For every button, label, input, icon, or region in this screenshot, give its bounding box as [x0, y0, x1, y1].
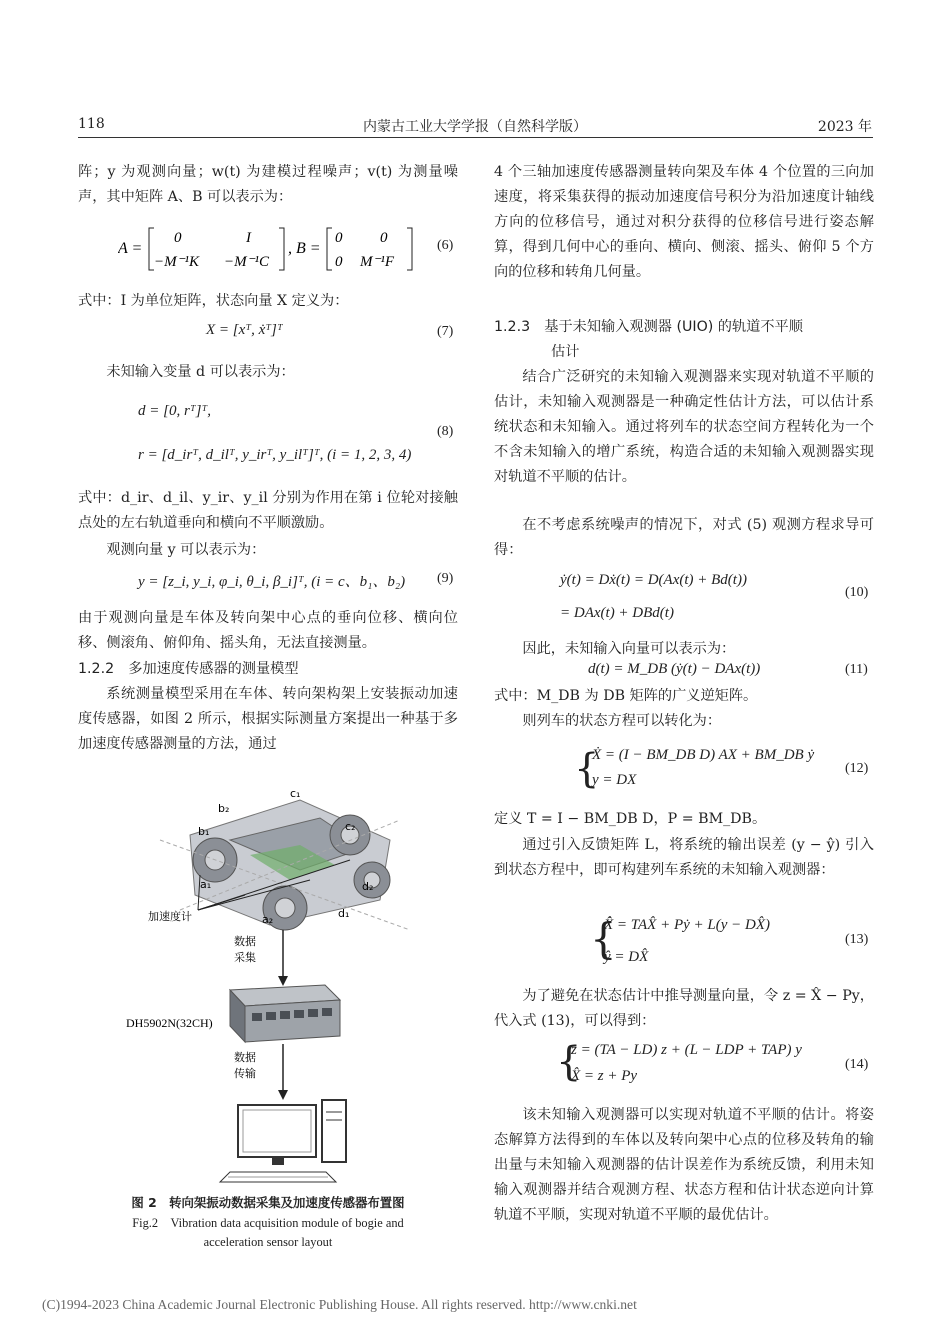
- data-transfer-label-2: 传输: [234, 1067, 256, 1080]
- device-label: DH5902N(32CH): [126, 1016, 213, 1030]
- equation-8-number: (8): [437, 424, 454, 439]
- svg-text:0: 0: [174, 230, 182, 246]
- equation-10-number: (10): [845, 585, 869, 600]
- section-heading-1-2-3-cont: 估计: [551, 344, 580, 360]
- equation-14a: ż = (TA − LD) z + (L − LDP + TAP) y: [571, 1042, 802, 1058]
- label-d2: d₂: [362, 880, 374, 893]
- figure-caption-en-1: Fig.2 Vibration data acquisition module of bogie and: [132, 1216, 404, 1230]
- label-a2: a₂: [262, 913, 274, 926]
- left-paragraph-3: 未知输入变量 d 可以表示为：: [106, 364, 295, 380]
- left-paragraph-6: 由于观测向量是车体及转向架中心点的垂向位移、横向位移、侧滚角、俯仰角、摇头角，无法直接测量。: [78, 610, 458, 651]
- svg-text:0: 0: [335, 230, 343, 246]
- svg-text:I: I: [246, 230, 251, 246]
- daq-device-icon: [230, 985, 340, 1042]
- svg-text:0: 0: [380, 230, 388, 246]
- accelerometer-label: 加速度计: [148, 910, 192, 923]
- equation-14-number: (14): [845, 1057, 869, 1072]
- svg-text:−M⁻¹C: −M⁻¹C: [224, 254, 270, 270]
- equation-8b: r = [d_irᵀ, d_ilᵀ, y_irᵀ, y_ilᵀ]ᵀ, (i = 1, 2, 3, 4): [138, 447, 412, 463]
- arrow-down-icon: [278, 976, 288, 986]
- right-paragraph-9: 为了避免在状态估计中推导测量向量，令 z = X̂ − Py，代入式 (13)，可以得到：: [494, 988, 874, 1029]
- svg-text:, B =: , B =: [288, 240, 321, 257]
- svg-text:M⁻¹F: M⁻¹F: [360, 254, 395, 270]
- equation-11-number: (11): [845, 662, 868, 677]
- equation-14b: X̂ = z + Py: [571, 1068, 638, 1084]
- equation-14-brace: {: [556, 1039, 582, 1085]
- left-paragraph-5: 观测向量 y 可以表示为：: [106, 542, 266, 558]
- section-heading-1-2-3: 1.2.3 基于未知输入观测器 (UIO) 的轨道不平顺: [494, 319, 803, 335]
- journal-title: 内蒙古工业大学学报（自然科学版）: [363, 119, 587, 135]
- label-d1: d₁: [338, 907, 350, 920]
- equation-11: d(t) = M_DB (ẏ(t) − DAx(t)): [588, 661, 761, 677]
- equation-8a: d = [0, rᵀ]ᵀ,: [138, 403, 211, 419]
- right-paragraph-5: 式中：M_DB 为 DB 矩阵的广义逆矩阵。: [494, 688, 758, 704]
- equation-12b: y = DX: [592, 772, 637, 788]
- right-paragraph-1: 4 个三轴加速度传感器测量转向架及车体 4 个位置的三向加速度，将采集获得的振动加速度信号积分为沿加速度计轴线方向的位移信号，通过对积分获得的位移信号进行姿态解算，得到几何中心的垂向、横向、侧滚、摇头、俯仰 5 个方向的位移和转角几何量。: [494, 164, 874, 280]
- data-transfer-label-1: 数据: [234, 1051, 256, 1064]
- label-b1: b₁: [198, 825, 210, 838]
- right-paragraph-4: 因此，未知输入向量可以表示为：: [522, 641, 736, 657]
- equation-12a: Ẋ = (I − BM_DB D) AX + BM_DB ẏ: [592, 747, 815, 763]
- equation-6-matrix: [118, 222, 418, 274]
- equation-12-number: (12): [845, 761, 869, 776]
- data-collect-label-2: 采集: [234, 951, 256, 964]
- section-heading-1-2-2: 1.2.2 多加速度传感器的测量模型: [78, 661, 299, 677]
- right-paragraph-10: 该未知输入观测器可以实现对轨道不平顺的估计。将姿态解算方法得到的车体以及转向架中心点的位移及转角的输出量与未知输入观测器的估计误差作为系统反馈，利用未知输入观测器并结合观测方程、状态方程和估计状态逆向计算轨道不平顺，实现对轨道不平顺的最优估计。: [494, 1107, 874, 1223]
- equation-10b: = DAx(t) + DBd(t): [560, 605, 674, 621]
- equation-13b: ŷ = DX̂: [604, 949, 649, 965]
- page-number: 118: [78, 116, 105, 132]
- svg-text:A =: A =: [118, 240, 143, 257]
- header-rule: [78, 137, 873, 138]
- label-c1: c₁: [290, 787, 301, 800]
- computer-icon: [220, 1100, 346, 1182]
- figure-2: [100, 780, 460, 1185]
- equation-7-number: (7): [437, 324, 454, 339]
- left-paragraph-1: 阵；y 为观测向量；w(t) 为建模过程噪声；v(t) 为测量噪声，其中矩阵 A、B 可以表示为：: [78, 164, 458, 205]
- label-b2: b₂: [218, 802, 230, 815]
- right-paragraph-7: 定义 T = I − BM_DB D，P = BM_DB。: [494, 811, 767, 827]
- equation-10a: ẏ(t) = Dẋ(t) = D(Ax(t) + Bd(t)): [560, 572, 747, 588]
- equation-7: X = [xᵀ, ẋᵀ]ᵀ: [206, 322, 283, 338]
- arrow-down-icon: [278, 1090, 288, 1100]
- equation-9-number: (9): [437, 571, 454, 586]
- right-paragraph-6: 则列车的状态方程可以转化为：: [522, 713, 722, 729]
- svg-text:0: 0: [335, 254, 343, 270]
- equation-13-number: (13): [845, 932, 869, 947]
- bogie-icon: [160, 800, 410, 930]
- figure-caption-en-2: acceleration sensor layout: [203, 1235, 333, 1249]
- copyright-footer: (C)1994-2023 China Academic Journal Electronic Publishing House. All rights reserved. http://www.cnki.net: [42, 1297, 637, 1312]
- left-paragraph-4: 式中：d_ir、d_il、y_ir、y_il 分别为作用在第 i 位轮对接触点处的左右轨道垂向和横向不平顺激励。: [78, 490, 458, 531]
- svg-text:−M⁻¹K: −M⁻¹K: [154, 254, 200, 270]
- right-paragraph-2: 结合广泛研究的未知输入观测器来实现对轨道不平顺的估计，未知输入观测器是一种确定性估计方法，可以估计系统状态和未知输入。通过将列车的状态空间方程转化为一个不含未知输入的增广系统，构造合适的未知输入观测器实现对轨道不平顺的估计。: [494, 369, 874, 485]
- equation-6-number: (6): [437, 238, 454, 253]
- left-paragraph-7: 系统测量模型采用在车体、转向架构架上安装振动加速度传感器，如图 2 所示，根据实际测量方案提出一种基于多加速度传感器测量的方法，通过: [78, 686, 458, 752]
- year: 2023 年: [817, 119, 872, 135]
- label-a1: a₁: [200, 878, 212, 891]
- left-paragraph-2: 式中：I 为单位矩阵，状态向量 X 定义为：: [78, 293, 349, 309]
- data-collect-label-1: 数据: [234, 935, 256, 948]
- label-c2: c₂: [345, 820, 356, 833]
- equation-9: y = [z_i, y_i, φ_i, θ_i, β_i]ᵀ, (i = c、b₁、b₂): [138, 574, 406, 590]
- equation-6: [118, 222, 418, 279]
- right-paragraph-3: 在不考虑系统噪声的情况下，对式 (5) 观测方程求导可得：: [494, 517, 874, 558]
- equation-13a: X̂̇ = TAX̂ + Pẏ + L(y − DX̂): [604, 917, 771, 933]
- figure-2-illustration: [100, 780, 460, 1185]
- right-paragraph-8: 通过引入反馈矩阵 L，将系统的输出误差 (y − ŷ) 引入到状态方程中，即可构建列车系统的未知输入观测器：: [494, 837, 874, 878]
- figure-caption-cn: 图 2 转向架振动数据采集及加速度传感器布置图: [131, 1195, 405, 1210]
- equation-12-brace: {: [574, 746, 600, 792]
- equation-13-brace: {: [590, 914, 617, 963]
